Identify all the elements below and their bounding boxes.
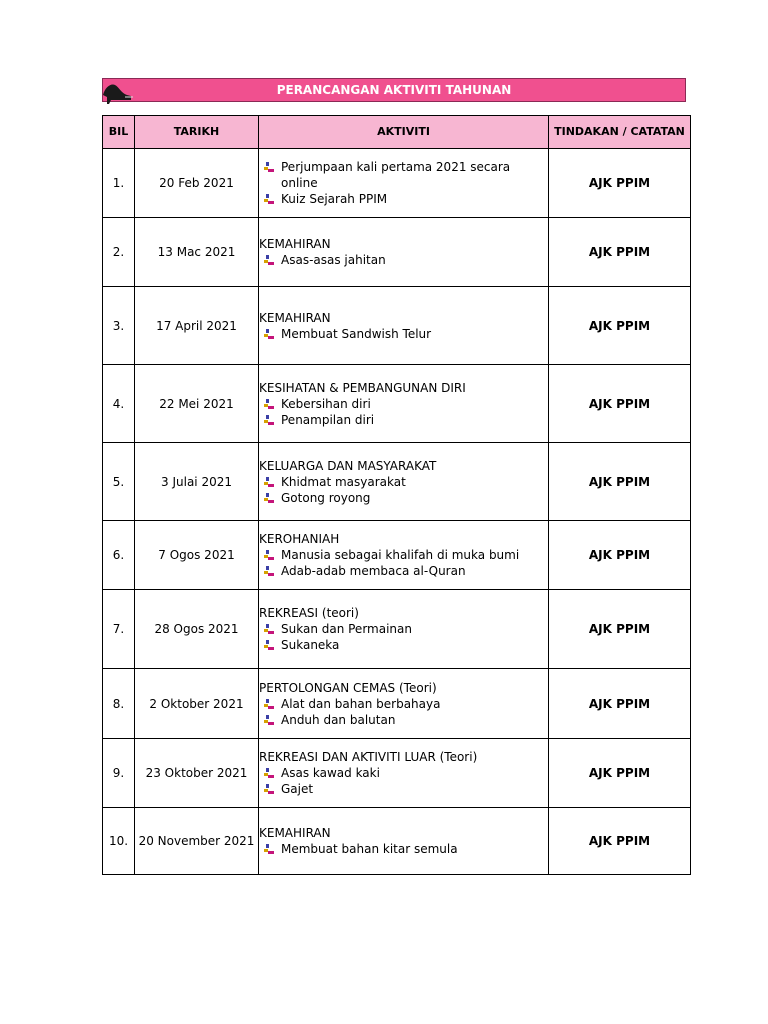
activity-item (259, 563, 548, 579)
activity-plan-table (102, 115, 691, 875)
stacked-bullet-icon (263, 414, 275, 426)
row-action: AJK PPIM (549, 443, 691, 521)
activity-item-text: Gotong royong (281, 490, 371, 505)
activity-item-text: Adab-adab membaca al-Quran (281, 564, 466, 578)
row-number: 4. (103, 365, 135, 443)
activity-category: KESIHATAN & PEMBANGUNAN DIRI (259, 380, 466, 395)
row-activities (259, 669, 549, 739)
row-activities (259, 808, 549, 875)
activity-item (259, 191, 548, 207)
row-date: 20 Feb 2021 (135, 149, 259, 218)
activity-category: KEMAHIRAN (259, 310, 331, 325)
table-row (103, 287, 691, 365)
activity-item-text: Alat dan bahan berbahaya (281, 696, 441, 711)
activity-category: KEMAHIRAN (259, 237, 331, 251)
activity-item-text: Kuiz Sejarah PPIM (281, 192, 388, 206)
stacked-bullet-icon (263, 714, 275, 726)
row-date: 7 Ogos 2021 (135, 521, 259, 590)
activity-item-text: Asas kawad kaki (281, 766, 380, 780)
row-number: 8. (103, 669, 135, 739)
stacked-bullet-icon (263, 843, 275, 855)
row-action: AJK PPIM (549, 669, 691, 739)
table-row (103, 521, 691, 590)
stacked-bullet-icon (263, 476, 275, 488)
activity-category: PERTOLONGAN CEMAS (Teori) (259, 680, 437, 695)
activity-item (259, 396, 548, 412)
stacked-bullet-icon (263, 623, 275, 635)
activity-category: REKREASI (teori) (259, 606, 359, 620)
activity-item-text: Membuat Sandwish Telur (281, 326, 432, 341)
activity-item-text: Sukaneka (281, 638, 340, 652)
row-activities (259, 590, 549, 669)
row-number: 1. (103, 149, 135, 218)
activity-item-text: Perjumpaan kali pertama 2021 secara online (281, 160, 511, 190)
table-row (103, 365, 691, 443)
row-date: 17 April 2021 (135, 287, 259, 365)
table-row (103, 590, 691, 669)
row-number: 3. (103, 287, 135, 365)
high-heel-shoe-icon (99, 73, 135, 105)
row-action: AJK PPIM (549, 149, 691, 218)
column-header-bil: BIL (103, 116, 135, 149)
activity-item (259, 159, 548, 191)
row-activities (259, 287, 549, 365)
table-row (103, 669, 691, 739)
table-row (103, 149, 691, 218)
activity-category: KEROHANIAH (259, 532, 340, 546)
activity-item (259, 765, 548, 781)
row-date: 20 November 2021 (135, 808, 259, 875)
stacked-bullet-icon (263, 783, 275, 795)
stacked-bullet-icon (263, 193, 275, 205)
activity-item-text: Gajet (281, 782, 314, 796)
row-date: 2 Oktober 2021 (135, 669, 259, 739)
row-activities (259, 443, 549, 521)
activity-item-text: Penampilan diri (281, 412, 375, 427)
stacked-bullet-icon (263, 698, 275, 710)
activity-item-text: Anduh dan balutan (281, 712, 396, 727)
activity-item-text: Asas-asas jahitan (281, 253, 386, 267)
column-header-aktiviti: AKTIVITI (259, 116, 549, 149)
stacked-bullet-icon (263, 767, 275, 779)
row-activities (259, 365, 549, 443)
row-action: AJK PPIM (549, 521, 691, 590)
row-number: 7. (103, 590, 135, 669)
row-date: 13 Mac 2021 (135, 218, 259, 287)
activity-item (259, 621, 548, 637)
activity-item (259, 841, 548, 857)
activity-item (259, 781, 548, 797)
activity-item (259, 412, 548, 428)
row-activities (259, 521, 549, 590)
row-date: 23 Oktober 2021 (135, 739, 259, 808)
column-header-tindakan: TINDAKAN / CATATAN (549, 116, 691, 149)
document-title-bar (102, 78, 686, 102)
activity-category: KEMAHIRAN (259, 826, 331, 840)
activity-item (259, 696, 548, 712)
stacked-bullet-icon (263, 639, 275, 651)
row-activities (259, 739, 549, 808)
row-action: AJK PPIM (549, 739, 691, 808)
row-action: AJK PPIM (549, 590, 691, 669)
row-activities (259, 218, 549, 287)
stacked-bullet-icon (263, 398, 275, 410)
activity-item-text: Sukan dan Permainan (281, 622, 412, 636)
row-action: AJK PPIM (549, 287, 691, 365)
row-number: 9. (103, 739, 135, 808)
table-row (103, 808, 691, 875)
activity-item-text: Kebersihan diri (281, 396, 371, 411)
activity-item (259, 252, 548, 268)
row-activities (259, 149, 549, 218)
column-header-tarikh: TARIKH (135, 116, 259, 149)
activity-item-text: Membuat bahan kitar semula (281, 842, 458, 856)
row-action: AJK PPIM (549, 808, 691, 875)
stacked-bullet-icon (263, 492, 275, 504)
activity-item (259, 637, 548, 653)
document-title: PERANCANGAN AKTIVITI TAHUNAN (276, 83, 512, 97)
row-number: 6. (103, 521, 135, 590)
activity-item (259, 326, 548, 342)
activity-item-text: Manusia sebagai khalifah di muka bumi (281, 548, 520, 562)
activity-item (259, 474, 548, 490)
stacked-bullet-icon (263, 161, 275, 173)
table-body (103, 149, 691, 875)
row-number: 2. (103, 218, 135, 287)
activity-item (259, 712, 548, 728)
row-date: 28 Ogos 2021 (135, 590, 259, 669)
table-row (103, 739, 691, 808)
row-number: 5. (103, 443, 135, 521)
stacked-bullet-icon (263, 328, 275, 340)
row-action: AJK PPIM (549, 365, 691, 443)
table-row (103, 443, 691, 521)
table-row (103, 218, 691, 287)
activity-item (259, 547, 548, 563)
activity-item (259, 490, 548, 506)
activity-category: REKREASI DAN AKTIVITI LUAR (Teori) (259, 750, 478, 764)
row-date: 3 Julai 2021 (135, 443, 259, 521)
row-number: 10. (103, 808, 135, 875)
row-action: AJK PPIM (549, 218, 691, 287)
activity-category: KELUARGA DAN MASYARAKAT (259, 458, 437, 473)
stacked-bullet-icon (263, 565, 275, 577)
stacked-bullet-icon (263, 549, 275, 561)
row-date: 22 Mei 2021 (135, 365, 259, 443)
activity-item-text: Khidmat masyarakat (281, 474, 406, 489)
table-header-row (103, 116, 691, 149)
stacked-bullet-icon (263, 254, 275, 266)
